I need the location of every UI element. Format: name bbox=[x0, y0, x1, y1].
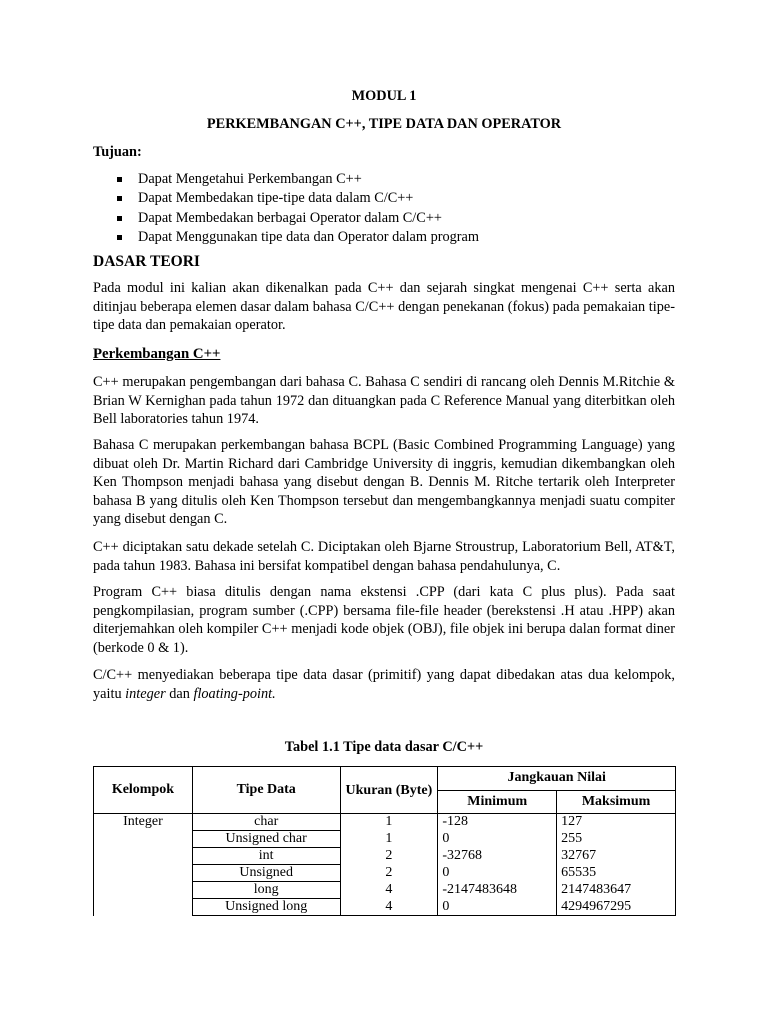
goal-item: Dapat Membedakan tipe-tipe data dalam C/C++ bbox=[93, 189, 479, 208]
square-bullet-icon bbox=[117, 235, 122, 240]
square-bullet-icon bbox=[117, 196, 122, 201]
tujuan-label: Tujuan: bbox=[93, 144, 142, 160]
module-title: MODUL 1 bbox=[351, 88, 417, 104]
dasar-teori-paragraph: Pada modul ini kalian akan dikenalkan pada C++ dan sejarah singkat mengenai C++ serta akan ditinjau beberapa elemen dasar dalam bahasa C/C++ dengan penekanan (fokus) pada pemakaian tipe-tipe data dan pemakaian operator. bbox=[93, 280, 675, 333]
perkembangan-paragraph-4: Program C++ biasa ditulis dengan nama ekstensi .CPP (dari kata C plus plus). Pada saat pengkompilasian, program sumber (.CPP) bersama file-file header (berekstensi .H atau .HPP) akan diterjemahkan oleh kompiler C++ menjadi kode objek (OBJ), file objek ini berupa dalan format diner (berkode 0 & 1). bbox=[93, 584, 675, 656]
table-row: long 4 -2147483648 2147483647 bbox=[94, 882, 676, 899]
goal-item: Dapat Menggunakan tipe data dan Operator dalam program bbox=[93, 228, 479, 247]
table-caption: Tabel 1.1 Tipe data dasar C/C++ bbox=[284, 739, 484, 755]
header-maksimum: Maksimum bbox=[557, 790, 676, 814]
data-type-table bbox=[93, 766, 676, 916]
table-row: Unsigned 2 0 65535 bbox=[94, 865, 676, 882]
term-integer: integer bbox=[125, 685, 166, 702]
perkembangan-paragraph-3: C++ diciptakan satu dekade setelah C. Diciptakan oleh Bjarne Stroustrup, Laboratorium Bell, AT&T, pada tahun 1983. Bahasa ini bersifat kompatibel dengan bahasa pendahulunya, C. bbox=[93, 539, 675, 574]
square-bullet-icon bbox=[117, 216, 122, 221]
table-row: int 2 -32768 32767 bbox=[94, 848, 676, 865]
group-cell: Integer bbox=[94, 814, 193, 916]
module-subtitle: PERKEMBANGAN C++, TIPE DATA DAN OPERATOR bbox=[206, 116, 562, 132]
goal-item: Dapat Mengetahui Perkembangan C++ bbox=[93, 170, 479, 189]
section-heading-perkembangan: Perkembangan C++ bbox=[93, 346, 221, 362]
term-floating-point: floating-point. bbox=[193, 685, 276, 702]
header-tipe-data: Tipe Data bbox=[192, 767, 340, 814]
perkembangan-paragraph-1: C++ merupakan pengembangan dari bahasa C. Bahasa C sendiri di rancang oleh Dennis M.Ritchie & Brian W Kernighan pada tahun 1972 dan dituangkan pada C Reference Manual yang diterbitkan oleh Bell laboratories tahun 1974. bbox=[93, 374, 675, 427]
header-jangkauan: Jangkauan Nilai bbox=[438, 767, 676, 791]
perkembangan-paragraph-5: C/C++ menyediakan beberapa tipe data dasar (primitif) yang dapat dibedakan atas dua kelompok, yaitu integer dan floating-point. bbox=[93, 667, 675, 702]
section-heading-dasar-teori: DASAR TEORI bbox=[93, 253, 200, 270]
header-ukuran: Ukuran (Byte) bbox=[340, 767, 438, 814]
table-row: Integer char 1 -128 127 bbox=[94, 814, 676, 831]
table-row: Unsigned char 1 0 255 bbox=[94, 831, 676, 848]
square-bullet-icon bbox=[117, 177, 122, 182]
header-kelompok: Kelompok bbox=[94, 767, 193, 814]
perkembangan-paragraph-2: Bahasa C merupakan perkembangan bahasa BCPL (Basic Combined Programming Language) yang dibuat oleh Dr. Martin Richard dari Cambridge University di inggris, kemudian dikembangkan oleh Ken Thompson menjadi bahasa yang disebut dengan B. Dennis M. Ritche tertarik oleh Interpreter bahasa B yang ditulis oleh Ken Thompson tersebut dan mengembangkannya menjadi suatu compiter yang disebut dengan C. bbox=[93, 437, 675, 527]
goal-item: Dapat Membedakan berbagai Operator dalam C/C++ bbox=[93, 209, 479, 228]
table-row: Unsigned long 4 0 4294967295 bbox=[94, 899, 676, 916]
goals-list bbox=[93, 170, 479, 247]
header-minimum: Minimum bbox=[438, 790, 557, 814]
